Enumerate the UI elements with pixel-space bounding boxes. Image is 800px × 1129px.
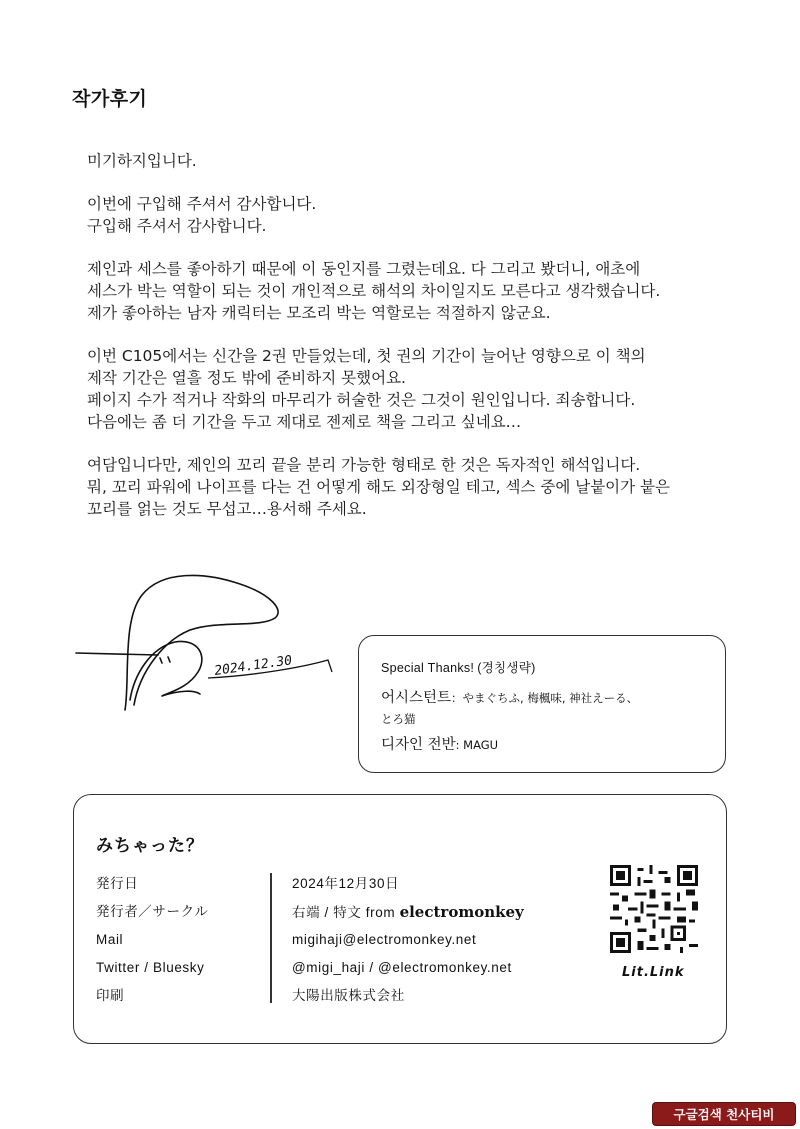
text-line: 구입해 주셔서 감사합니다. xyxy=(87,217,267,235)
signature-date: 2024.12.30 xyxy=(213,653,294,679)
qr-caption: Lit.Link xyxy=(622,965,685,980)
paragraph-production xyxy=(87,345,747,433)
text-line: 다음에는 좀 더 기간을 두고 제대로 젠제로 책을 그리고 싶네요… xyxy=(87,413,522,431)
afterword-heading: 작가후기 xyxy=(72,88,148,110)
text-line: 꼬리를 얽는 것도 무섭고…용서해 주세요. xyxy=(87,500,367,518)
text-line: 페이지 수가 적거나 작화의 마무리가 허술한 것은 그것이 원인입니다. 죄송합니다. xyxy=(87,391,636,409)
book-title: みちゃった？ xyxy=(96,836,204,856)
design-label: 디자인 전반 xyxy=(381,737,456,753)
assistant-credit xyxy=(381,686,638,707)
social-handles[interactable]: @migi_haji / @electromonkey.net xyxy=(292,960,512,975)
mail-address[interactable]: migihaji@electromonkey.net xyxy=(292,932,477,947)
design-name: : MAGU xyxy=(455,738,499,752)
text-line: 이번에 구입해 주셔서 감사합니다. xyxy=(87,195,317,213)
colophon-values xyxy=(292,873,524,1013)
text-line: 미기하지입니다. xyxy=(87,152,197,170)
publisher xyxy=(292,901,524,929)
text-line: 세스가 박는 역할이 되는 것이 개인적으로 해석의 차이일지도 모른다고 생각했습니다. xyxy=(87,282,661,300)
text-line: 제인과 세스를 좋아하기 때문에 이 동인지를 그렸는데요. 다 그리고 봤더니, 애초에 xyxy=(87,260,641,278)
text-line: 제작 기간은 열흘 정도 밖에 준비하지 못했어요. xyxy=(87,369,406,387)
author-signature xyxy=(70,560,350,720)
publisher-names: 右端 / 特文 from xyxy=(292,905,400,920)
paragraph-greeting xyxy=(87,150,747,172)
publish-date: 2024年12月30日 xyxy=(292,876,400,891)
circle-brand: electromonkey xyxy=(399,903,524,921)
afterword-body xyxy=(87,150,747,541)
design-credit xyxy=(381,733,498,754)
label-publisher: 発行者／サークル xyxy=(96,904,209,919)
paragraph-aside xyxy=(87,454,747,520)
text-line: 이번 C105에서는 신간을 2권 만들었는데, 첫 권의 기간이 늘어난 영향으로 이 책의 xyxy=(87,347,646,365)
assistant-names-continued: とろ猫 xyxy=(381,712,416,726)
text-line: 제가 좋아하는 남자 캐릭터는 모조리 박는 역할로는 적절하지 않군요. xyxy=(87,304,551,322)
assistant-credit-continued xyxy=(381,711,416,727)
watermark-badge: 구글검색 천사티비 xyxy=(652,1102,796,1126)
qr-code-icon[interactable] xyxy=(610,865,698,953)
printer-name: 大陽出版株式会社 xyxy=(292,988,405,1003)
text-line: 뭐, 꼬리 파워에 나이프를 다는 건 어떻게 해도 외장형일 테고, 섹스 중에 날붙이가 붙은 xyxy=(87,478,670,496)
assistant-label: 어시스턴트 xyxy=(381,690,452,706)
label-social: Twitter / Bluesky xyxy=(96,960,205,975)
colophon-box xyxy=(73,794,727,1044)
label-publish-date: 発行日 xyxy=(96,876,139,891)
special-thanks-title xyxy=(381,658,536,676)
text-line: 여담입니다만, 제인의 꼬리 끝을 분리 가능한 형태로 한 것은 독자적인 해석입니다. xyxy=(87,456,641,474)
label-mail: Mail xyxy=(96,932,124,947)
colophon-divider xyxy=(270,873,272,1003)
colophon-labels xyxy=(96,873,208,1013)
assistant-names: ：やまぐちふ, 梅楓味, 神社えーる、 xyxy=(451,691,639,705)
special-thanks-heading: Special Thanks! xyxy=(381,661,475,675)
paragraph-thanks xyxy=(87,193,747,237)
special-thanks-box xyxy=(358,635,726,773)
honorific-note: (경칭생략) xyxy=(477,661,536,675)
label-printer: 印刷 xyxy=(96,988,125,1003)
paragraph-characters xyxy=(87,258,747,324)
